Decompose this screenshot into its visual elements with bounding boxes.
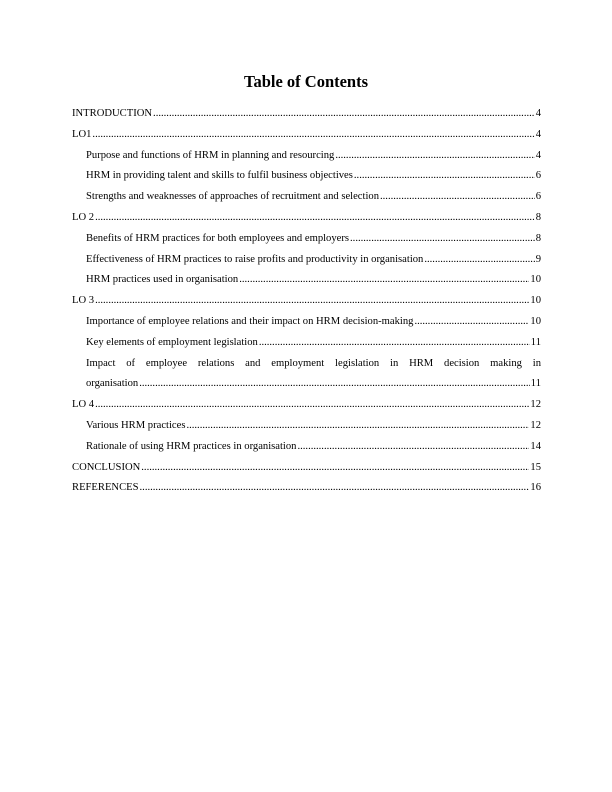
dot-leader [92,125,534,146]
toc-page-number: 4 [535,149,541,161]
toc-entry-text: HRM in providing talent and skills to fulfil business objectives [86,170,353,182]
toc-entry-text: CONCLUSION [72,461,141,473]
toc-entry-lo2[interactable] [72,208,541,229]
dot-leader [95,395,529,416]
toc-entry-text: LO 4 [72,399,95,411]
toc-entry-benefits[interactable] [72,229,541,250]
toc-entry-text: Importance of employee relations and their impact on HRM decision-making [86,315,414,327]
toc-entry-effectiveness[interactable] [72,250,541,271]
toc-page-number: 8 [535,232,541,244]
toc-entry-text: organisation [86,378,139,390]
toc-entry-impact-first-line[interactable] [72,354,541,375]
dot-leader [350,229,535,250]
toc-entry-introduction[interactable] [72,104,541,125]
toc-page-number: 15 [530,461,541,473]
dot-leader [414,312,529,333]
toc-entry-talent-skills[interactable] [72,166,541,187]
dot-leader [140,478,530,499]
toc-entry-employee-relations[interactable] [72,312,541,333]
toc-entry-various-practices[interactable] [72,416,541,437]
toc-page-number: 11 [530,336,541,348]
toc-entry-text: LO 3 [72,295,95,307]
toc-page-number: 6 [535,191,541,203]
toc-entry-rationale[interactable] [72,437,541,458]
toc-page-number: 12 [530,419,541,431]
toc-entry-text: HRM practices used in organisation [86,274,239,286]
toc-entry-lo1[interactable] [72,125,541,146]
toc-page-number: 8 [535,211,541,223]
dot-leader [354,166,535,187]
toc-page-number: 10 [530,295,541,307]
toc-entry-text: Impact of employee relations and employment legislation in HRM decision making in [86,357,541,369]
toc-entry-text: Effectiveness of HRM practices to raise profits and productivity in organisation [86,253,424,265]
toc-entry-conclusion[interactable] [72,458,541,479]
toc-entry-text: INTRODUCTION [72,108,153,119]
toc-entry-purpose-functions[interactable] [72,146,541,167]
toc-page-number: 14 [530,440,541,452]
toc-entry-lo3[interactable] [72,291,541,312]
dot-leader [186,416,529,437]
toc-entry-text: LO1 [72,128,92,140]
dot-leader [141,458,529,479]
toc-entry-text: Key elements of employment legislation [86,336,258,348]
toc-page-number: 16 [530,482,541,494]
dot-leader [95,208,535,229]
dot-leader [424,250,534,271]
toc-entry-hrm-practices-used[interactable] [72,270,541,291]
dot-leader [139,374,530,395]
toc-entry-text: LO 2 [72,211,95,223]
toc-entry-lo4[interactable] [72,395,541,416]
toc-page-number: 4 [535,128,541,140]
toc-entry-impact-continuation[interactable] [72,374,541,395]
toc-entry-text: Purpose and functions of HRM in planning and resourcing [86,149,335,161]
toc-entry-key-elements[interactable] [72,333,541,354]
dot-leader [259,333,530,354]
dot-leader [335,146,534,167]
toc-entry-text: REFERENCES [72,482,139,494]
toc-page-number: 6 [535,170,541,182]
toc-page-number: 12 [530,399,541,411]
toc-page-number: 9 [535,253,541,265]
dot-leader [239,270,529,291]
toc-entry-text: Various HRM practices [86,419,186,431]
toc-page-number: 11 [530,378,541,390]
toc-page-number: 10 [530,315,541,327]
dot-leader [153,104,535,125]
toc-page-number: 4 [535,108,541,119]
dot-leader [380,187,535,208]
dot-leader [95,291,529,312]
dot-leader [297,437,529,458]
toc-list [72,104,541,499]
toc-entry-text: Strengths and weaknesses of approaches of recruitment and selection [86,191,379,203]
toc-title: Table of Contents [243,72,369,91]
toc-page-number: 10 [530,274,541,286]
toc-entry-references[interactable] [72,478,541,499]
toc-entry-text: Benefits of HRM practices for both employees and employers [86,232,350,244]
toc-entry-strengths-weaknesses[interactable] [72,187,541,208]
toc-entry-text: Rationale of using HRM practices in organisation [86,440,297,452]
